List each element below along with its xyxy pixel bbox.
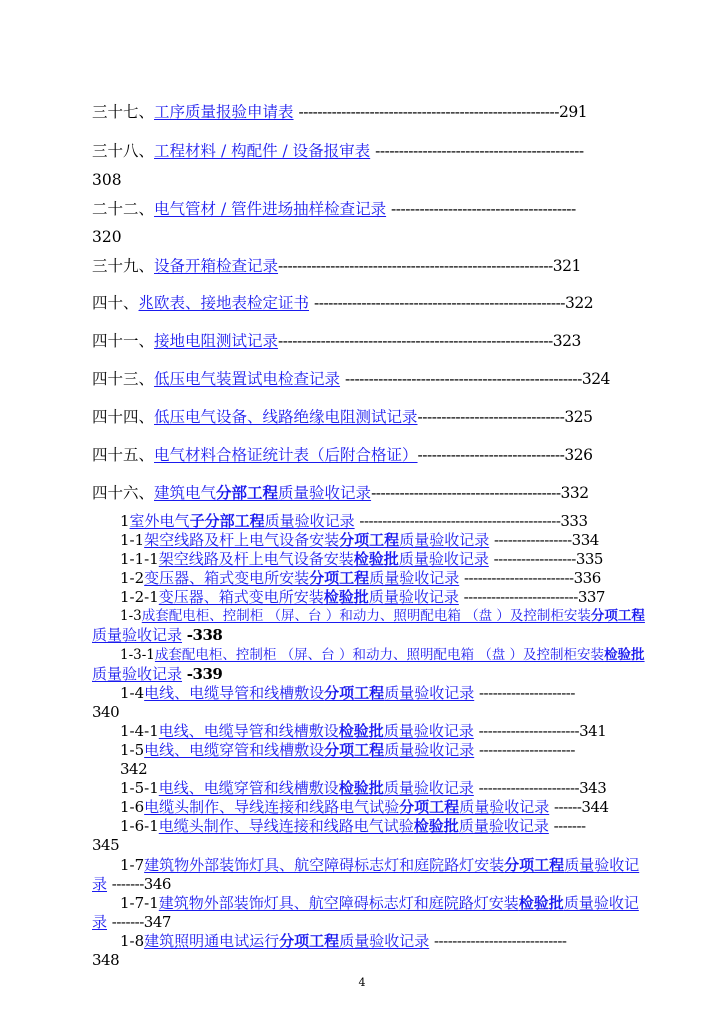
sub-item-link[interactable]	[159, 894, 639, 912]
sub-item-link-part: 质量验收记录	[384, 741, 475, 759]
toc-entry-44[interactable]	[92, 407, 668, 427]
sub-item-link-bold: 检验批	[353, 550, 399, 568]
sub-item-link[interactable]	[159, 817, 549, 835]
sub-item-page: ----------------------341	[478, 722, 607, 740]
sub-item-line[interactable]	[120, 645, 668, 665]
sub-item-link-bold: 子分部工程	[189, 512, 265, 530]
sub-item-page: -338	[186, 626, 223, 644]
toc-page: 320	[92, 228, 122, 246]
toc-page: ----------------------------------------------------------323	[278, 332, 581, 350]
sub-item-link[interactable]	[159, 550, 489, 568]
sub-item-link-part: 质量验收记录	[383, 722, 474, 740]
sub-item-line	[92, 702, 668, 722]
sub-item-prefix: 1-5	[120, 741, 145, 759]
sub-item-line	[120, 759, 668, 779]
sub-item-page: 340	[92, 703, 120, 721]
sub-item-link-bold: 分项工程	[324, 741, 385, 759]
sub-item-line[interactable]	[120, 721, 668, 741]
toc-page: 308	[92, 171, 122, 189]
sub-item-line[interactable]	[92, 625, 668, 645]
toc-page: -----------------------------------------------------322	[313, 294, 594, 312]
sub-item-link-bold: 分项工程	[324, 684, 385, 702]
sub-item-link[interactable]	[130, 512, 355, 530]
toc-entry-41[interactable]	[92, 331, 668, 351]
sub-item-link-bold: 检验批	[323, 588, 369, 606]
page-number: 4	[358, 976, 366, 989]
sub-item-link-part: 电缆头制作、导线连接和线路电气试验	[144, 798, 400, 816]
sub-item-link-bold: 检验批	[518, 894, 564, 912]
toc-link[interactable]: 低压电气装置试电检查记录	[154, 370, 341, 388]
sub-item-page: ---------------------	[478, 741, 575, 759]
sub-item-link[interactable]	[92, 913, 107, 931]
sub-item-link-part: 质量验收记	[564, 856, 640, 874]
toc-entry-22[interactable]	[92, 199, 668, 219]
sub-item-link[interactable]	[144, 531, 489, 549]
toc-entry-39[interactable]	[92, 256, 668, 276]
toc-page: -------------------------------326	[417, 446, 593, 464]
sub-item-prefix: 1-4	[120, 684, 145, 702]
sub-item-link-part: 质量验收记录	[384, 684, 475, 702]
toc-page: ---------------------------------------	[391, 200, 576, 218]
sub-item-link-part: 录	[92, 875, 108, 893]
toc-link[interactable]	[154, 484, 371, 502]
sub-item-prefix: 1-1	[120, 531, 145, 549]
toc-link[interactable]: 低压电气设备、线路绝缘电阻测试记录	[154, 408, 418, 426]
toc-link[interactable]: 兆欧表、接地表检定证书	[138, 294, 310, 312]
sub-item-prefix: 1-3	[120, 608, 142, 624]
sub-item-link[interactable]	[159, 588, 459, 606]
sub-item-prefix: 1-7	[120, 856, 145, 874]
sub-item-link-part: 质量验收记录	[399, 531, 490, 549]
sub-item-link-bold: 检验批	[338, 722, 384, 740]
toc-entry-46[interactable]	[92, 483, 668, 503]
toc-page: -------------------------------325	[417, 408, 593, 426]
toc-prefix: 三十七、	[92, 103, 155, 121]
sub-item-link-part: 架空线路及杆上电气设备安装	[158, 550, 354, 568]
sub-item-link[interactable]	[92, 875, 107, 893]
toc-page: ----------------------------------------------------------321	[278, 257, 581, 275]
sub-item-page: -------347	[111, 913, 171, 931]
sub-item-line[interactable]	[120, 587, 668, 607]
sub-item-link[interactable]	[142, 608, 645, 624]
toc-link[interactable]: 电气管材 / 管件进场抽样检查记录	[154, 200, 387, 218]
sub-item-link[interactable]	[155, 647, 645, 663]
toc-prefix: 三十八、	[92, 142, 155, 160]
toc-prefix: 四十六、	[92, 484, 155, 502]
sub-item-line[interactable]	[120, 778, 668, 798]
sub-item-link-part: 录	[92, 913, 108, 931]
sub-item-line	[92, 835, 668, 855]
sub-item-link[interactable]	[92, 626, 182, 644]
sub-item-link[interactable]	[144, 798, 549, 816]
sub-item-link-part: 质量验收记录	[383, 779, 474, 797]
sub-item-page: ---------------------	[478, 684, 575, 702]
sub-item-link[interactable]	[92, 665, 182, 683]
sub-item-line[interactable]	[120, 511, 668, 531]
toc-link-part: 质量验收记录	[278, 484, 372, 502]
sub-item-line[interactable]	[120, 568, 668, 588]
sub-item-link-part: 电线、电缆导管和线槽敷设	[158, 722, 339, 740]
toc-prefix: 四十、	[92, 294, 139, 312]
sub-item-link-part: 质量验收记录	[458, 817, 549, 835]
sub-item-link[interactable]	[144, 741, 474, 759]
sub-item-link-part: 电缆头制作、导线连接和线路电气试验	[158, 817, 414, 835]
toc-link[interactable]: 工程材料 / 构配件 / 设备报审表	[154, 142, 371, 160]
sub-item-link-part: 质量验收记录	[264, 512, 355, 530]
sub-item-link-bold: 分项工程	[339, 531, 400, 549]
sub-item-link-part: 成套配电柜、控制柜 （屏、台 ）和动力、照明配电箱 （盘 ）及控制柜安装	[141, 608, 591, 624]
sub-item-line[interactable]	[92, 912, 668, 932]
toc-entry-38[interactable]	[92, 141, 668, 161]
sub-item-link-bold: 分项工程	[309, 569, 370, 587]
toc-page: ----------------------------------------332	[371, 484, 589, 502]
sub-item-link-bold: 检验批	[338, 779, 384, 797]
toc-prefix: 四十三、	[92, 370, 155, 388]
sub-item-link-part: 变压器、箱式变电所安装	[144, 569, 310, 587]
sub-item-page: -------346	[111, 875, 171, 893]
toc-link-bold: 分部工程	[216, 483, 279, 502]
sub-item-link-part: 质量验收记录	[92, 626, 183, 644]
toc-prefix: 四十五、	[92, 446, 155, 464]
sub-item-page: -------	[553, 817, 586, 835]
sub-item-prefix: 1-7-1	[120, 894, 159, 912]
sub-item-link-part: 电线、电缆穿管和线槽敷设	[158, 779, 339, 797]
sub-item-link-part: 成套配电柜、控制柜 （屏、台 ）和动力、照明配电箱 （盘 ）及控制柜安装	[154, 647, 605, 663]
sub-item-line	[92, 950, 668, 970]
sub-item-link[interactable]	[159, 722, 474, 740]
sub-item-line[interactable]	[120, 855, 668, 875]
sub-item-line[interactable]	[92, 664, 668, 684]
sub-item-link-part: 电线、电缆导管和线槽敷设	[144, 684, 325, 702]
toc-link[interactable]: 接地电阻测试记录	[154, 332, 279, 350]
toc-page-cont	[92, 170, 668, 190]
sub-item-line[interactable]	[120, 606, 668, 626]
sub-item-line[interactable]	[120, 740, 668, 760]
sub-item-link-part: 建筑物外部装饰灯具、航空障碍标志灯和庭院路灯安装	[144, 856, 505, 874]
sub-item-prefix: 1-2	[120, 569, 145, 587]
sub-item-prefix: 1-5-1	[120, 779, 159, 797]
sub-item-prefix: 1	[120, 512, 130, 530]
sub-item-page: 345	[92, 836, 120, 854]
sub-item-link-part: 质量验收记录	[459, 798, 550, 816]
sub-item-prefix: 1-6-1	[120, 817, 159, 835]
sub-item-link-part: 变压器、箱式变电所安装	[158, 588, 324, 606]
sub-item-link-bold: 分项工程	[590, 608, 645, 624]
toc-link[interactable]: 工序质量报验申请表	[154, 103, 294, 121]
toc-page: --------------------------------------------------324	[344, 370, 610, 388]
sub-item-page: ----------------------343	[478, 779, 607, 797]
sub-item-page: -------------------------337	[463, 588, 605, 606]
sub-item-link[interactable]	[144, 569, 459, 587]
sub-item-line[interactable]	[92, 874, 668, 894]
toc-page: --------------------------------------------	[375, 142, 584, 160]
toc-prefix: 四十一、	[92, 332, 155, 350]
sub-item-prefix: 1-4-1	[120, 722, 159, 740]
sub-item-link-bold: 检验批	[413, 817, 459, 835]
sub-item-prefix: 1-6	[120, 798, 145, 816]
sub-item-prefix: 1-8	[120, 932, 145, 950]
sub-item-link-part: 质量验收记录	[339, 932, 430, 950]
sub-item-line[interactable]	[120, 816, 668, 836]
sub-item-page: 348	[92, 951, 120, 969]
sub-item-line[interactable]	[120, 893, 668, 913]
sub-item-prefix: 1-2-1	[120, 588, 159, 606]
sub-item-prefix: 1-1-1	[120, 550, 159, 568]
sub-item-link-bold: 分项工程	[504, 856, 565, 874]
sub-item-link-bold: 检验批	[604, 647, 645, 663]
sub-item-page: ------------------335	[493, 550, 603, 568]
sub-item-line[interactable]	[120, 797, 668, 817]
sub-item-link[interactable]	[144, 932, 429, 950]
sub-item-link-part: 建筑照明通电试运行	[144, 932, 280, 950]
sub-item-page: -339	[186, 665, 223, 683]
toc-link[interactable]: 设备开箱检查记录	[154, 257, 279, 275]
sub-item-link-part: 质量验收记录	[368, 588, 459, 606]
sub-item-prefix: 1-3-1	[120, 647, 155, 663]
toc-entry-45[interactable]	[92, 445, 668, 465]
sub-item-link-part: 建筑物外部装饰灯具、航空障碍标志灯和庭院路灯安装	[158, 894, 519, 912]
toc-link[interactable]: 电气材料合格证统计表（后附合格证）	[154, 446, 418, 464]
sub-item-link-part: 质量验收记录	[92, 665, 183, 683]
sub-item-page: --------------------------------------------333	[359, 512, 588, 530]
sub-item-line[interactable]	[120, 931, 668, 951]
toc-page: -------------------------------------------------------291	[298, 103, 588, 121]
toc-entry-40[interactable]	[92, 293, 668, 313]
sub-item-line[interactable]	[120, 530, 668, 550]
sub-item-page: 342	[120, 760, 148, 778]
toc-page-cont	[92, 227, 668, 247]
sub-item-link-bold: 分项工程	[279, 932, 340, 950]
sub-item-link-part: 架空线路及杆上电气设备安装	[144, 531, 340, 549]
sub-item-link-bold: 分项工程	[399, 798, 460, 816]
sub-item-page: ------344	[553, 798, 609, 816]
sub-item-link[interactable]	[144, 856, 639, 874]
toc-prefix: 二十二、	[92, 200, 155, 218]
sub-item-page: ------------------------336	[463, 569, 601, 587]
toc-link-part: 建筑电气	[154, 484, 217, 502]
sub-item-link-part: 质量验收记	[563, 894, 639, 912]
sub-item-line[interactable]	[120, 549, 668, 569]
sub-item-link-part: 电线、电缆穿管和线槽敷设	[144, 741, 325, 759]
sub-item-link-part: 质量验收记录	[398, 550, 489, 568]
sub-item-link-part: 室外电气	[129, 512, 190, 530]
sub-item-line[interactable]	[120, 683, 668, 703]
toc-entry-43[interactable]	[92, 369, 668, 389]
sub-item-page: -----------------334	[493, 531, 599, 549]
toc-prefix: 三十九、	[92, 257, 155, 275]
toc-entry-37[interactable]	[92, 102, 668, 122]
toc-prefix: 四十四、	[92, 408, 155, 426]
sub-item-link-part: 质量验收记录	[369, 569, 460, 587]
sub-item-page: -----------------------------	[433, 932, 567, 950]
sub-item-link[interactable]	[144, 684, 474, 702]
sub-item-link[interactable]	[159, 779, 474, 797]
